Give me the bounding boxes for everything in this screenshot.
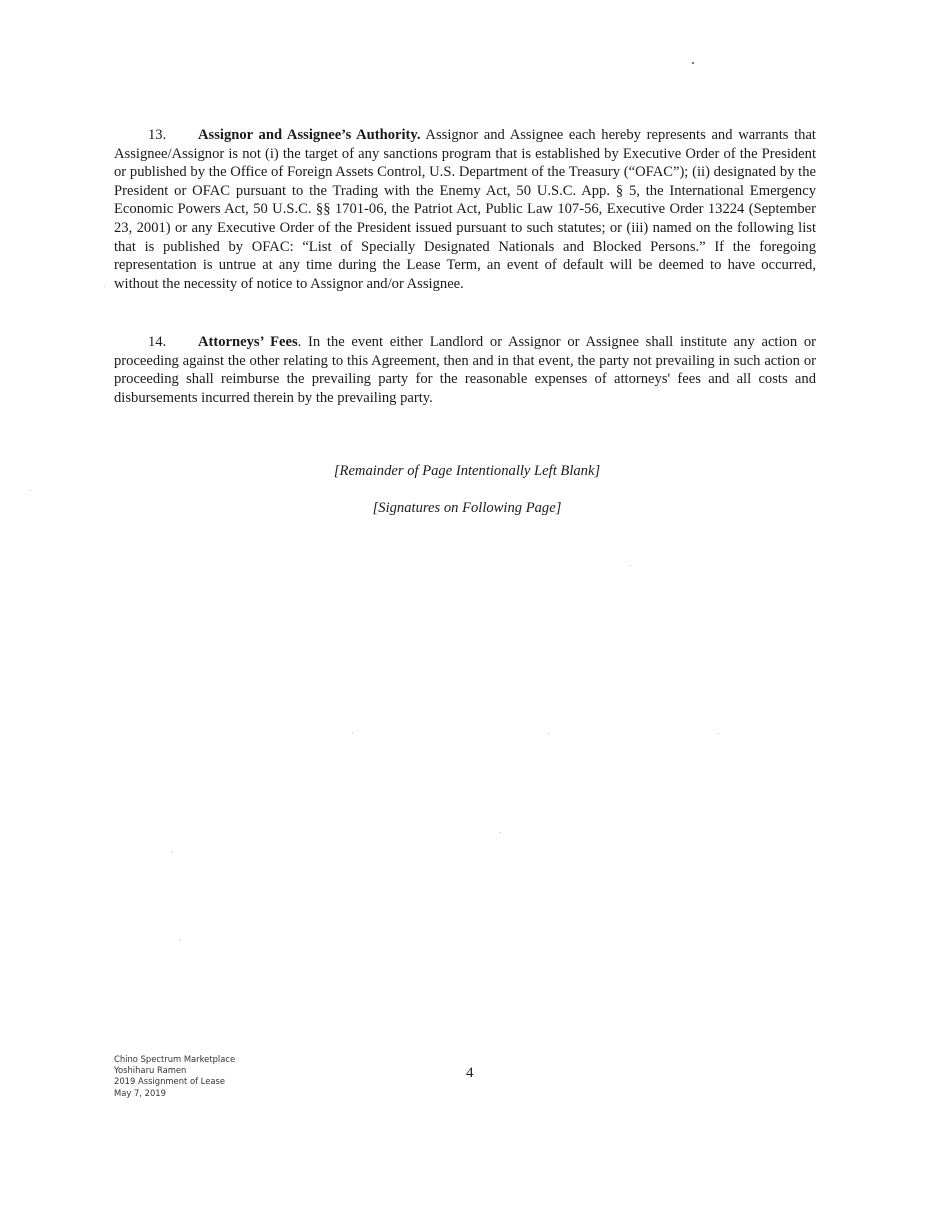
section-13 (114, 126, 816, 293)
section-13-paragraph (114, 126, 816, 293)
section-14-number: 14. (148, 334, 167, 350)
scan-speck (172, 852, 173, 853)
section-13-heading: Assignor and Assignee’s Authority. (198, 127, 421, 143)
remainder-blank-note: [Remainder of Page Intentionally Left Blank] (333, 463, 601, 479)
scan-speck (692, 62, 694, 64)
footer-document-info (114, 1054, 235, 1099)
footer-line-date: May 7, 2019 (114, 1087, 166, 1098)
scan-speck (30, 490, 31, 491)
section-13-number: 13. (148, 127, 167, 143)
scan-speck (718, 733, 719, 734)
footer-line-tenant: Yoshiharu Ramen (114, 1065, 187, 1076)
section-14-text: . In the event either Landlord or Assignor or Assignee shall institute any action or proceeding against the other relating to this Agreement, then and in that event, the party not prevailing in such action or proceeding shall reimburse the prevailing party for the reasonable expenses of attorneys' fees and all costs and disbursements incurred therein by the prevailing party. (114, 334, 816, 406)
page-number: 4 (466, 1065, 474, 1081)
footer-line-property: Chino Spectrum Marketplace (114, 1054, 236, 1064)
footer-line-document: 2019 Assignment of Lease (114, 1076, 226, 1087)
scan-speck (548, 733, 549, 734)
section-13-text: Assignor and Assignee each hereby represents and warrants that Assignee/Assignor is not (i) the target of any sanctions program that is established by Executive Order of the President or published by the Office of Foreign Assets Control, U.S. Department of the Treasury (“OFAC”); (ii) designated by the President or OFAC pursuant to the Trading with the Enemy Act, 50 U.S.C. App. § 5, the International Emergency Economic Powers Act, 50 U.S.C. §§ 1701-06, the Patriot Act, Public Law 107-56, Executive Order 13224 (September 23, 2001) or any Executive Order of the President issued pursuant to such statutes; or (iii) named on the following list that is published by OFAC: “List of Specially Designated Nationals and Blocked Persons.” If the foregoing representation is untrue at any time during the Lease Term, an event of default will be deemed to have occurred, without the necessity of notice to Assignor and/or Assignee. (114, 127, 816, 292)
scan-speck (180, 940, 181, 941)
signatures-following-note: [Signatures on Following Page] (372, 500, 562, 516)
section-14-heading: Attorneys’ Fees (198, 334, 298, 350)
section-14 (114, 333, 816, 407)
scan-speck (630, 565, 631, 566)
scan-speck (352, 732, 353, 733)
scan-speck (500, 832, 501, 833)
section-14-paragraph (114, 333, 816, 407)
scan-speck (104, 286, 105, 287)
